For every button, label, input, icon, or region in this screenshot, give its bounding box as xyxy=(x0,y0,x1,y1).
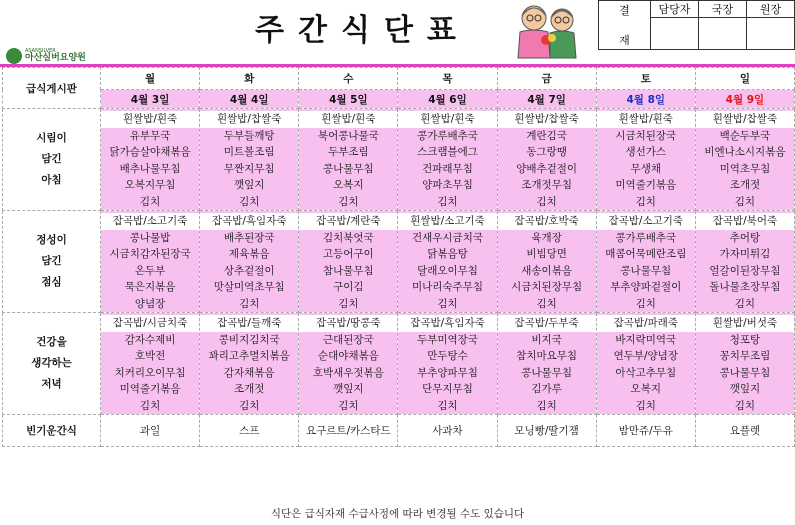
menu-item: 바지락미역국 xyxy=(615,333,677,346)
meal-row xyxy=(3,313,795,415)
menu-item: 콩나물무침 xyxy=(719,366,771,379)
day-fri: 금 xyxy=(497,68,596,90)
menu-item: 호박전 xyxy=(134,350,166,362)
date-row xyxy=(3,90,795,109)
menu-item: 김치북엇국 xyxy=(322,231,374,244)
menu-item: 잡곡밥/들깨죽 xyxy=(200,315,298,332)
day-row xyxy=(3,68,795,90)
menu-item: 단무지무침 xyxy=(422,383,473,395)
header xyxy=(0,0,795,52)
menu-cell xyxy=(299,313,398,415)
menu-item: 가자미튀김 xyxy=(719,248,771,260)
menu-item: 계란김국 xyxy=(526,129,567,142)
menu-item: 김치 xyxy=(338,399,359,412)
menu-item: 김치 xyxy=(536,399,557,412)
menu-item: 스크램블에그 xyxy=(417,146,478,158)
menu-item: 오복지무침 xyxy=(124,179,176,191)
grandparents-illustration xyxy=(512,2,584,60)
menu-item: 유부무국 xyxy=(129,129,171,142)
snack-label: 빈기운간식 xyxy=(3,415,101,447)
snack-cell: 스프 xyxy=(200,415,299,447)
menu-item: 조개젓 xyxy=(729,179,761,191)
menu-item: 동그랑땡 xyxy=(526,146,567,158)
menu-item: 연두부/양념장 xyxy=(613,350,678,362)
page-title: 주간식단표 xyxy=(255,13,470,48)
menu-item: 비엔나소시지볶음 xyxy=(704,146,786,158)
logo: ASANSILVER 아산실버요양원 xyxy=(6,46,102,66)
menu-cell xyxy=(497,109,596,211)
menu-item: 콩나물무침 xyxy=(521,366,572,379)
approval-sign-head xyxy=(747,18,795,50)
menu-item: 부추양파겉절이 xyxy=(610,281,682,293)
menu-item: 잡곡밥/두부죽 xyxy=(498,315,596,332)
menu-item: 미역줄기볶음 xyxy=(615,179,677,191)
menu-item: 잡곡밥/시금치죽 xyxy=(101,315,199,332)
menu-item: 시금치된장무침 xyxy=(511,281,583,293)
menu-item: 김치 xyxy=(734,195,756,208)
menu-item: 매콤어묵메란조림 xyxy=(605,248,687,260)
menu-item: 청포탕 xyxy=(729,333,761,346)
menu-item: 콩비지김치국 xyxy=(218,333,280,346)
menu-item: 닭볶음탕 xyxy=(427,248,468,260)
menu-item: 참나물무침 xyxy=(322,264,374,277)
menu-item: 잡곡밥/파래죽 xyxy=(597,315,695,332)
approval-sign-director xyxy=(699,18,747,50)
menu-item: 흰쌀밥/버섯죽 xyxy=(696,315,794,332)
menu-item: 온두부 xyxy=(134,264,166,277)
menu-cell xyxy=(695,313,794,415)
menu-item: 흰쌀밥/소고기죽 xyxy=(398,213,496,230)
menu-item: 배추나물무침 xyxy=(119,162,181,175)
approval-box xyxy=(598,0,795,50)
menu-item: 추어탕 xyxy=(729,231,761,244)
menu-item: 콩나물무침 xyxy=(620,264,672,277)
menu-item: 김치 xyxy=(734,297,756,310)
menu-item: 백순두부국 xyxy=(719,129,771,142)
menu-item: 잡곡밥/소고기죽 xyxy=(597,213,695,230)
menu-item: 콩가루배추국 xyxy=(417,129,478,142)
menu-item: 비빔당면 xyxy=(526,248,567,260)
menu-cell xyxy=(398,109,497,211)
menu-cell xyxy=(200,109,299,211)
date-tue: 4월 4일 xyxy=(200,90,299,109)
menu-item: 만두탕수 xyxy=(427,350,468,362)
menu-item: 김치 xyxy=(239,195,260,208)
menu-item: 달래오이무침 xyxy=(417,264,478,277)
menu-item: 흰쌀밥/흰죽 xyxy=(101,111,199,128)
menu-item: 잡곡밥/북어죽 xyxy=(696,213,794,230)
menu-item: 콩나물무침 xyxy=(322,162,374,175)
menu-item: 상추겉절이 xyxy=(223,264,275,277)
approval-col-director: 국장 xyxy=(699,1,747,18)
date-sat: 4월 8일 xyxy=(596,90,695,109)
menu-item: 얼갈이된장무침 xyxy=(709,264,781,277)
day-thu: 목 xyxy=(398,68,497,90)
menu-item: 양파초무침 xyxy=(422,179,473,191)
menu-item: 닭가슴살야채볶음 xyxy=(109,146,191,158)
menu-item: 건새우시금치국 xyxy=(411,231,483,244)
menu-cell xyxy=(101,211,200,313)
snack-cell: 모닝빵/딸기잼 xyxy=(497,415,596,447)
menu-item: 참치마요무침 xyxy=(516,350,578,362)
menu-item: 김치 xyxy=(239,399,260,412)
menu-item: 묵은지볶음 xyxy=(124,281,176,293)
menu-item: 무짠지무침 xyxy=(223,162,275,175)
meal-label: 시림이 담긴 아침 xyxy=(3,109,101,211)
menu-cell xyxy=(596,109,695,211)
date-fri: 4월 7일 xyxy=(497,90,596,109)
menu-item: 비지국 xyxy=(531,333,562,346)
menu-item: 김치 xyxy=(635,297,656,310)
menu-item: 무생채 xyxy=(630,162,661,175)
menu-item: 치커리오이무침 xyxy=(114,366,186,379)
menu-cell xyxy=(101,109,200,211)
menu-item: 김치 xyxy=(338,195,359,208)
menu-cell xyxy=(299,211,398,313)
menu-item: 순대야채볶음 xyxy=(317,350,379,362)
meal-row xyxy=(3,211,795,313)
menu-cell xyxy=(695,109,794,211)
menu-item: 두부조림 xyxy=(328,146,369,158)
menu-item: 김치 xyxy=(139,195,161,208)
menu-item: 흰쌀밥/찹쌀죽 xyxy=(200,111,298,128)
logo-icon xyxy=(6,48,22,64)
menu-item: 김치 xyxy=(734,399,756,412)
menu-item: 꽁치무조림 xyxy=(719,350,771,362)
menu-item: 깻잎지 xyxy=(333,383,364,395)
menu-item: 건파래무침 xyxy=(422,162,473,175)
menu-item: 배추된장국 xyxy=(223,231,275,244)
menu-item: 깻잎지 xyxy=(729,383,761,395)
approval-col-head: 원장 xyxy=(747,1,795,18)
menu-item: 시금치감자된장국 xyxy=(109,248,191,260)
menu-label: 급식게시판 xyxy=(3,68,101,109)
menu-item: 잡곡밥/흑임자죽 xyxy=(200,213,298,230)
menu-item: 부추양파무침 xyxy=(417,366,478,379)
menu-item: 감자채볶음 xyxy=(223,366,275,379)
menu-cell xyxy=(200,211,299,313)
meal-label: 정성이 담긴 점심 xyxy=(3,211,101,313)
menu-cell xyxy=(596,313,695,415)
approval-col-staff: 담당자 xyxy=(651,1,699,18)
day-tue: 화 xyxy=(200,68,299,90)
snack-row xyxy=(3,415,795,447)
menu-cell xyxy=(200,313,299,415)
menu-item: 잡곡밥/계란죽 xyxy=(299,213,397,230)
menu-item: 꽈리고추멸치볶음 xyxy=(208,350,290,362)
menu-item: 고등어구이 xyxy=(322,248,374,260)
menu-item: 깻잎지 xyxy=(233,179,265,191)
day-mon: 월 xyxy=(101,68,200,90)
meal-row xyxy=(3,109,795,211)
menu-item: 육개장 xyxy=(531,231,562,244)
menu-item: 제육볶음 xyxy=(228,248,270,260)
snack-cell: 요플렛 xyxy=(695,415,794,447)
menu-item: 시금치된장국 xyxy=(615,129,677,142)
snack-cell: 사과차 xyxy=(398,415,497,447)
date-mon: 4월 3일 xyxy=(101,90,200,109)
menu-item: 호박새우젓볶음 xyxy=(312,366,384,379)
approval-sign-staff xyxy=(651,18,699,50)
menu-item: 김치 xyxy=(437,195,458,208)
menu-cell xyxy=(398,211,497,313)
menu-item: 미나리숙주무침 xyxy=(411,281,483,293)
menu-item: 흰쌀밥/흰죽 xyxy=(597,111,695,128)
menu-item: 오복지 xyxy=(630,383,661,395)
menu-cell xyxy=(299,109,398,211)
menu-item: 양념장 xyxy=(134,297,166,310)
menu-item: 맛살미역초무침 xyxy=(213,281,285,293)
menu-item: 잡곡밥/땅콩죽 xyxy=(299,315,397,332)
menu-cell xyxy=(695,211,794,313)
menu-item: 김가루 xyxy=(531,383,562,395)
menu-item: 김치 xyxy=(536,195,557,208)
menu-item: 김치 xyxy=(536,297,557,310)
menu-item: 잡곡밥/흑임자죽 xyxy=(398,315,496,332)
menu-item: 두부미역장국 xyxy=(417,333,478,346)
menu-item: 콩가루배추국 xyxy=(615,231,677,244)
menu-item: 김치 xyxy=(437,297,458,310)
menu-item: 김치 xyxy=(139,399,161,412)
menu-table xyxy=(2,67,795,447)
menu-item: 콩나물밥 xyxy=(129,231,171,244)
menu-item: 흰쌀밥/찹쌀죽 xyxy=(498,111,596,128)
menu-item: 두부들깨탕 xyxy=(223,129,275,142)
menu-item: 잡곡밥/호박죽 xyxy=(498,213,596,230)
menu-item: 새송이볶음 xyxy=(521,264,572,277)
menu-item: 잡곡밥/소고기죽 xyxy=(101,213,199,230)
menu-item: 김치 xyxy=(635,399,656,412)
day-sat: 토 xyxy=(596,68,695,90)
menu-item: 미역초무침 xyxy=(719,162,771,175)
snack-cell: 요구르트/카스타드 xyxy=(299,415,398,447)
menu-cell xyxy=(596,211,695,313)
menu-item: 흰쌀밥/흰죽 xyxy=(398,111,496,128)
menu-cell xyxy=(497,211,596,313)
menu-item: 미트볼조림 xyxy=(223,146,275,158)
menu-item: 돌나물초장무침 xyxy=(709,281,781,293)
menu-item: 김치 xyxy=(239,297,260,310)
snack-cell: 과일 xyxy=(101,415,200,447)
menu-item: 양배추겉절이 xyxy=(516,162,578,175)
menu-item: 감자수제비 xyxy=(124,333,176,346)
menu-cell xyxy=(398,313,497,415)
menu-item: 미역줄기볶음 xyxy=(119,383,181,395)
meal-label: 건강을 생각하는 저녁 xyxy=(3,313,101,415)
footer-note: 식단은 급식자재 수급사정에 따라 변경될 수도 있습니다 xyxy=(270,508,525,520)
menu-item: 김치 xyxy=(437,399,458,412)
menu-item: 흰쌀밥/흰죽 xyxy=(299,111,397,128)
date-sun: 4월 9일 xyxy=(695,90,794,109)
date-thu: 4월 6일 xyxy=(398,90,497,109)
snack-cell: 밤만쥬/두유 xyxy=(596,415,695,447)
menu-cell xyxy=(101,313,200,415)
menu-item: 흰쌀밥/찹쌀죽 xyxy=(696,111,794,128)
menu-item: 조개젓무침 xyxy=(521,179,572,191)
day-sun: 일 xyxy=(695,68,794,90)
approval-label: 결 재 xyxy=(599,1,651,50)
menu-item: 근대된장국 xyxy=(322,333,374,346)
menu-item: 생선가스 xyxy=(625,146,667,158)
menu-item: 김치 xyxy=(338,297,359,310)
menu-cell xyxy=(497,313,596,415)
menu-item: 오복지 xyxy=(333,179,364,191)
menu-item: 북어콩나물국 xyxy=(317,129,379,142)
day-wed: 수 xyxy=(299,68,398,90)
menu-item: 아삭고추무침 xyxy=(615,366,677,379)
menu-item: 조개젓 xyxy=(233,383,265,395)
menu-item: 구이김 xyxy=(333,281,364,293)
date-wed: 4월 5일 xyxy=(299,90,398,109)
menu-item: 김치 xyxy=(635,195,656,208)
